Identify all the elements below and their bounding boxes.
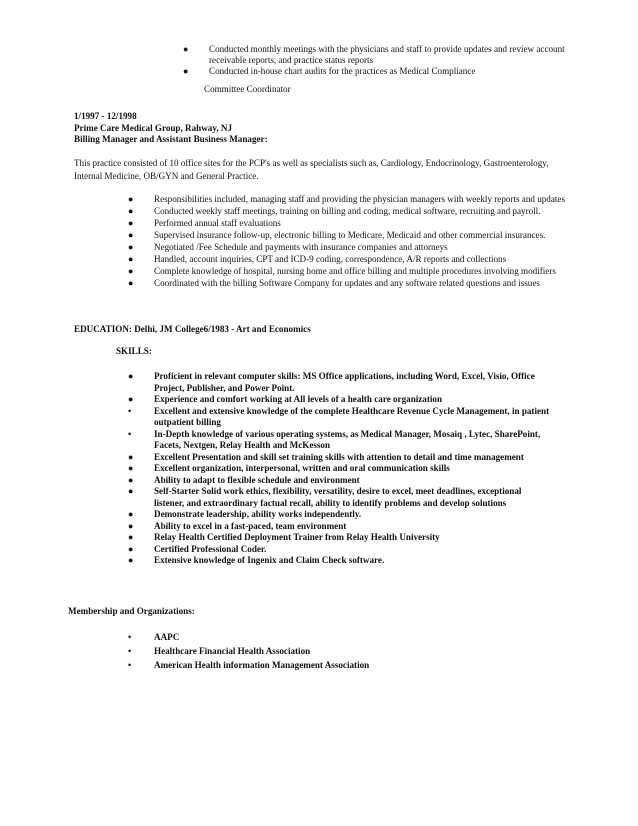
membership-text: AAPC — [154, 632, 180, 642]
bullet-icon: • — [128, 405, 132, 416]
job-dates: 1/1997 - 12/1998 — [74, 111, 137, 121]
bullet-icon: ● — [128, 194, 134, 204]
bullet-icon: ● — [183, 66, 189, 76]
list-item — [128, 253, 574, 265]
bullet-icon: ● — [128, 242, 134, 252]
bullet-icon: ● — [128, 474, 134, 485]
bullet-icon: ● — [128, 509, 134, 519]
bullet-icon: ● — [183, 44, 189, 54]
job-bullet-text: Supervised insurance follow-up, electronic billing to Medicare, Medicaid and other commercial insurances. — [154, 230, 546, 240]
membership-text: Healthcare Financial Health Association — [154, 646, 311, 656]
bullet-icon: ● — [128, 555, 134, 565]
list-item — [128, 229, 574, 241]
membership-heading: Membership and Organizations: — [68, 606, 195, 616]
bullet-icon: ● — [128, 371, 134, 381]
list-item — [128, 277, 574, 289]
bullet-icon: ● — [128, 218, 134, 228]
list-item — [128, 241, 574, 253]
job-bullet-text: Conducted weekly staff meetings, training on billing and coding, medical software, recruiting and payroll. — [154, 206, 541, 216]
list-item — [128, 371, 552, 394]
top-bullet-text: Conducted in-house chart audits for the practices as Medical Compliance — [209, 66, 476, 76]
bullet-icon: • — [128, 428, 132, 439]
membership-text: American Health information Management Association — [154, 660, 370, 670]
list-item — [128, 429, 552, 452]
bullet-icon: ● — [128, 543, 134, 554]
list-item — [128, 630, 528, 644]
list-item — [128, 658, 528, 672]
list-item — [128, 406, 552, 429]
list-item — [128, 205, 574, 217]
bullet-icon: ● — [128, 206, 134, 216]
list-item — [128, 486, 552, 509]
bullet-icon: ● — [128, 230, 134, 240]
list-item — [128, 394, 552, 406]
list-item — [128, 265, 574, 277]
skill-text: Excellent and extensive knowledge of the complete Healthcare Revenue Cycle Management, in patient outpatient billing — [154, 405, 550, 427]
bullet-icon: ● — [128, 532, 134, 542]
bullet-icon: ● — [128, 254, 134, 264]
job-bullet-text: Coordinated with the billing Software Company for updates and any software related questions and issues — [154, 278, 540, 288]
skill-text: Extensive knowledge of Ingenix and Claim Check software. — [154, 555, 385, 565]
bullet-icon: ● — [128, 394, 134, 404]
list-item — [183, 66, 568, 77]
skill-text: Proficient in relevant computer skills: MS Office applications, including Word, Excel, Visio, Office Project, Publisher, and Power Point. — [154, 371, 535, 393]
job-bullet-text: Performed annual staff evaluations — [154, 218, 281, 228]
job-bullet-text: Responsibilities included, managing staff and providing the physician managers with weekly reports and updates — [154, 194, 565, 204]
list-item — [128, 452, 552, 464]
membership-list — [128, 630, 528, 672]
bullet-icon: ● — [128, 278, 134, 288]
skill-text: Relay Health Certified Deployment Trainer from Relay Health University — [154, 532, 440, 542]
list-item — [128, 555, 552, 567]
skill-text: Excellent Presentation and skill set training skills with attention to detail and time management — [154, 451, 524, 462]
list-item — [128, 509, 552, 521]
skills-list — [128, 371, 552, 567]
job-description: This practice consisted of 10 office sites for the PCP's as well as specialists such as, Cardiology, Endocrinology, Gastroenterology, Internal Medicine, OB/GYN and General Practice. — [74, 158, 549, 181]
skill-text: Ability to adapt to flexible schedule and environment — [154, 474, 360, 485]
bullet-icon: ● — [128, 520, 134, 531]
bullet-icon: • — [128, 646, 132, 656]
list-item — [128, 532, 552, 544]
bullet-icon: ● — [128, 486, 134, 496]
skill-text: In-Depth knowledge of various operating systems, as Medical Manager, Mosaiq , Lytec, SharePoint, Facets, Nextgen, Relay Health and McKesson — [154, 428, 541, 450]
job-bullet-text: Handled, account inquiries, CPT and ICD-9 coding, correspondence, A/R reports and collections — [154, 254, 507, 264]
job-bullet-text: Negotiated /Fee Schedule and payments with insurance companies and attorneys — [154, 242, 448, 252]
top-bullet-list — [183, 44, 568, 77]
skill-text: Excellent organization, interpersonal, written and oral communication skills — [154, 463, 450, 473]
list-item — [128, 521, 552, 533]
job-employer: Prime Care Medical Group, Rahway, NJ — [74, 122, 233, 133]
job-title: Billing Manager and Assistant Business Manager: — [74, 134, 268, 144]
skill-text: Self-Starter Solid work ethics, flexibility, versatility, desire to excel, meet deadlines, exceptional listener, and extraordinary factual recall, ability to identify problems and develop solutions — [154, 486, 522, 508]
skill-text: Certified Professional Coder. — [154, 543, 267, 554]
skill-text: Demonstrate leadership, ability works independently. — [154, 509, 362, 519]
education-line: EDUCATION: Delhi, JM College6/1983 - Art and Economics — [74, 324, 311, 334]
bullet-icon: ● — [128, 463, 134, 473]
bullet-icon: • — [128, 632, 132, 642]
skills-heading: SKILLS: — [116, 346, 152, 356]
list-item — [128, 475, 552, 487]
list-item — [128, 217, 574, 229]
list-item — [128, 544, 552, 556]
bullet-icon: ● — [128, 451, 134, 462]
top-bullet-text: Conducted monthly meetings with the physicians and staff to provide updates and review account receivable reports, and practice status reports — [209, 44, 565, 65]
role-line: Committee Coordinator — [204, 84, 291, 94]
skill-text: Ability to excel in a fast-paced, team environment — [154, 520, 347, 531]
bullet-icon: ● — [128, 266, 134, 276]
job-bullet-list — [128, 193, 574, 289]
bullet-icon: • — [128, 660, 132, 670]
list-item — [128, 463, 552, 475]
job-bullet-text: Complete knowledge of hospital, nursing home and office billing and multiple procedures involving modifiers — [154, 266, 556, 276]
list-item — [183, 44, 568, 66]
skill-text: Experience and comfort working at All levels of a health care organization — [154, 394, 443, 404]
list-item — [128, 193, 574, 205]
list-item — [128, 644, 528, 658]
